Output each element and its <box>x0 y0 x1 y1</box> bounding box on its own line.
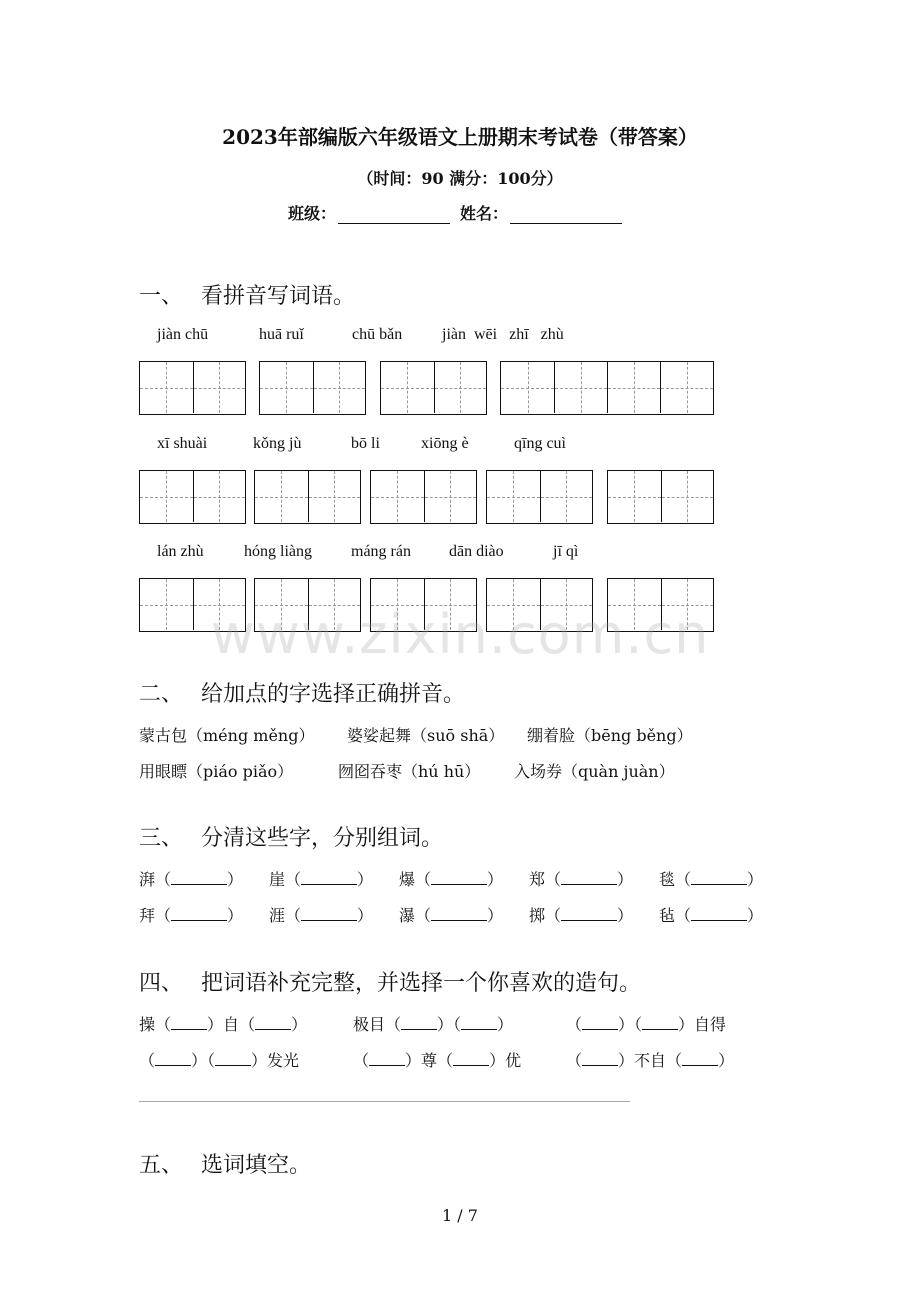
section-2-heading <box>139 677 465 708</box>
section-5-heading <box>139 1148 311 1179</box>
writing-grid[interactable] <box>500 361 714 415</box>
word-group-item: 掷（ ） <box>529 906 634 925</box>
pinyin-label: xī shuài <box>157 435 208 452</box>
page-number: 1 / 7 <box>442 1206 478 1225</box>
section-3-heading <box>139 821 443 852</box>
answer-blank[interactable] <box>682 1051 718 1066</box>
pinyin-label: jiàn chū <box>157 326 209 343</box>
answer-blank[interactable] <box>431 870 487 885</box>
section-number: 五、 <box>139 1153 184 1178</box>
section-1-heading <box>139 279 355 310</box>
writing-grid[interactable] <box>259 361 366 415</box>
pinyin-label: máng rán <box>351 543 411 560</box>
answer-blank[interactable] <box>255 1015 291 1030</box>
section-4-heading <box>139 966 641 997</box>
answer-blank[interactable] <box>171 1015 207 1030</box>
section-number: 三、 <box>139 826 184 851</box>
answer-blank[interactable] <box>301 870 357 885</box>
answer-blank[interactable] <box>401 1015 437 1030</box>
class-label: 班级： <box>287 204 336 223</box>
pinyin-choice-item: 入场券（quàn juàn） <box>514 762 675 781</box>
pinyin-label: dān diào <box>449 543 504 560</box>
pinyin-label: hóng liàng <box>244 543 312 560</box>
answer-blank[interactable] <box>561 906 617 921</box>
writing-grid[interactable] <box>254 470 361 524</box>
pinyin-choice-item: 绷着脸（bēng běng） <box>527 726 693 745</box>
writing-grid[interactable] <box>486 470 593 524</box>
answer-blank[interactable] <box>171 870 227 885</box>
watermark: www.zixin.com.cn <box>210 603 710 666</box>
answer-blank[interactable] <box>691 906 747 921</box>
idiom-item: 极目（ ）（ ） <box>353 1015 514 1034</box>
pinyin-label: jī qì <box>553 543 579 560</box>
word-group-item: 湃（ ） <box>139 870 244 889</box>
idiom-item: 操（ ）自（ ） <box>139 1015 308 1034</box>
idiom-item: （ ）不自（ ） <box>566 1051 735 1070</box>
writing-grid[interactable] <box>139 361 246 415</box>
answer-blank[interactable] <box>582 1015 618 1030</box>
idiom-item: （ ）（ ）发光 <box>139 1051 300 1070</box>
pinyin-label: xiōng è <box>421 435 469 452</box>
answer-blank[interactable] <box>453 1051 489 1066</box>
answer-blank[interactable] <box>461 1015 497 1030</box>
pinyin-choice-item: 用眼瞟（piáo piǎo） <box>139 762 294 781</box>
idiom-item: （ ）（ ）自得 <box>566 1015 727 1034</box>
sentence-answer-line[interactable] <box>139 1101 630 1102</box>
section-number: 二、 <box>139 682 184 707</box>
pinyin-label: qīng cuì <box>514 435 566 452</box>
answer-blank[interactable] <box>215 1051 251 1066</box>
answer-blank[interactable] <box>369 1051 405 1066</box>
pinyin-label: jiàn wēi zhī zhù <box>442 326 564 343</box>
section-title: 看拼音写词语。 <box>201 284 356 309</box>
word-group-item: 瀑（ ） <box>399 906 504 925</box>
section-title: 分清这些字，分别组词。 <box>201 826 444 851</box>
pinyin-label: lán zhù <box>157 543 204 560</box>
writing-grid[interactable] <box>380 361 487 415</box>
pinyin-label: chū bǎn <box>352 326 403 343</box>
answer-blank[interactable] <box>171 906 227 921</box>
pinyin-choice-item: 囫囵吞枣（hú hū） <box>338 762 481 781</box>
section-number: 四、 <box>139 971 184 996</box>
writing-grid[interactable] <box>139 470 246 524</box>
section-title: 把词语补充完整，并选择一个你喜欢的造句。 <box>201 971 642 996</box>
word-group-item: 涯（ ） <box>269 906 374 925</box>
answer-blank[interactable] <box>691 870 747 885</box>
word-group-item: 毯（ ） <box>659 870 764 889</box>
section-title: 选词填空。 <box>201 1153 312 1178</box>
section-title: 给加点的字选择正确拼音。 <box>201 682 466 707</box>
exam-info: （时间：90 满分：100分） <box>357 169 563 188</box>
answer-blank[interactable] <box>582 1051 618 1066</box>
word-group-item: 郑（ ） <box>529 870 634 889</box>
writing-grid[interactable] <box>607 470 714 524</box>
idiom-item: （ ）尊（ ）优 <box>353 1051 522 1070</box>
answer-blank[interactable] <box>561 870 617 885</box>
name-blank[interactable] <box>510 205 622 224</box>
pinyin-label: bō li <box>351 435 380 452</box>
writing-grid[interactable] <box>370 470 477 524</box>
class-blank[interactable] <box>338 205 450 224</box>
pinyin-choice-item: 婆娑起舞（suō shā） <box>347 726 505 745</box>
class-name-line <box>0 201 920 224</box>
answer-blank[interactable] <box>155 1051 191 1066</box>
pinyin-choice-item: 蒙古包（méng měng） <box>139 726 315 745</box>
word-group-item: 毡（ ） <box>659 906 764 925</box>
name-label: 姓名： <box>460 204 509 223</box>
answer-blank[interactable] <box>431 906 487 921</box>
word-group-item: 爆（ ） <box>399 870 504 889</box>
pinyin-label: huā ruǐ <box>259 326 304 343</box>
word-group-item: 崖（ ） <box>269 870 374 889</box>
section-number: 一、 <box>139 284 184 309</box>
page-title: 2023年部编版六年级语文上册期末考试卷（带答案） <box>222 125 698 149</box>
word-group-item: 拜（ ） <box>139 906 244 925</box>
pinyin-label: kǒng jù <box>253 435 302 452</box>
answer-blank[interactable] <box>301 906 357 921</box>
answer-blank[interactable] <box>642 1015 678 1030</box>
